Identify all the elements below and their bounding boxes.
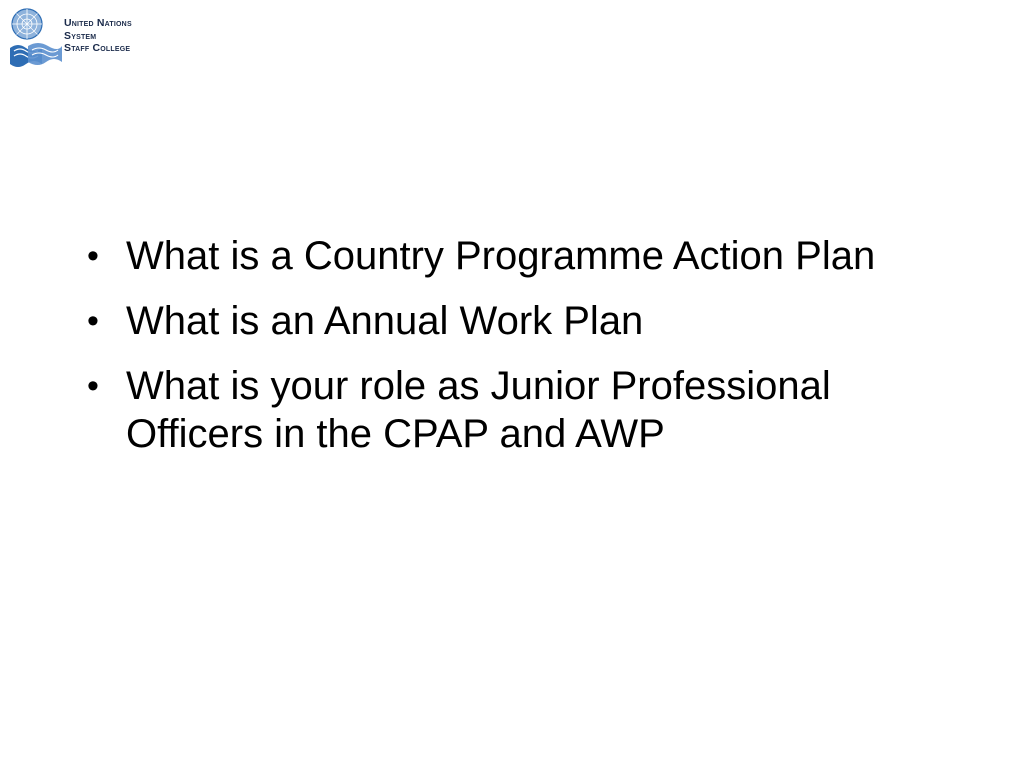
bullet-dot: • [87, 237, 99, 275]
logo-line-1: United Nations [64, 17, 132, 29]
bullet-text: What is an Annual Work Plan [126, 299, 644, 343]
bullet-item [84, 362, 964, 458]
bullet-text: What is a Country Programme Action Plan [126, 234, 876, 278]
un-emblem-icon [6, 6, 62, 70]
bullet-item [84, 297, 964, 345]
logo-text [64, 17, 132, 55]
bullet-dot: • [87, 367, 99, 405]
logo-line-2: System [64, 29, 97, 42]
bullet-list [84, 232, 964, 475]
bullet-text: What is your role as Junior Professional Officers in the CPAP and AWP [126, 364, 831, 456]
bullet-item [84, 232, 964, 280]
bullet-dot: • [87, 302, 99, 340]
logo-line-3: Staff College [64, 42, 131, 54]
unssc-logo [6, 6, 176, 72]
